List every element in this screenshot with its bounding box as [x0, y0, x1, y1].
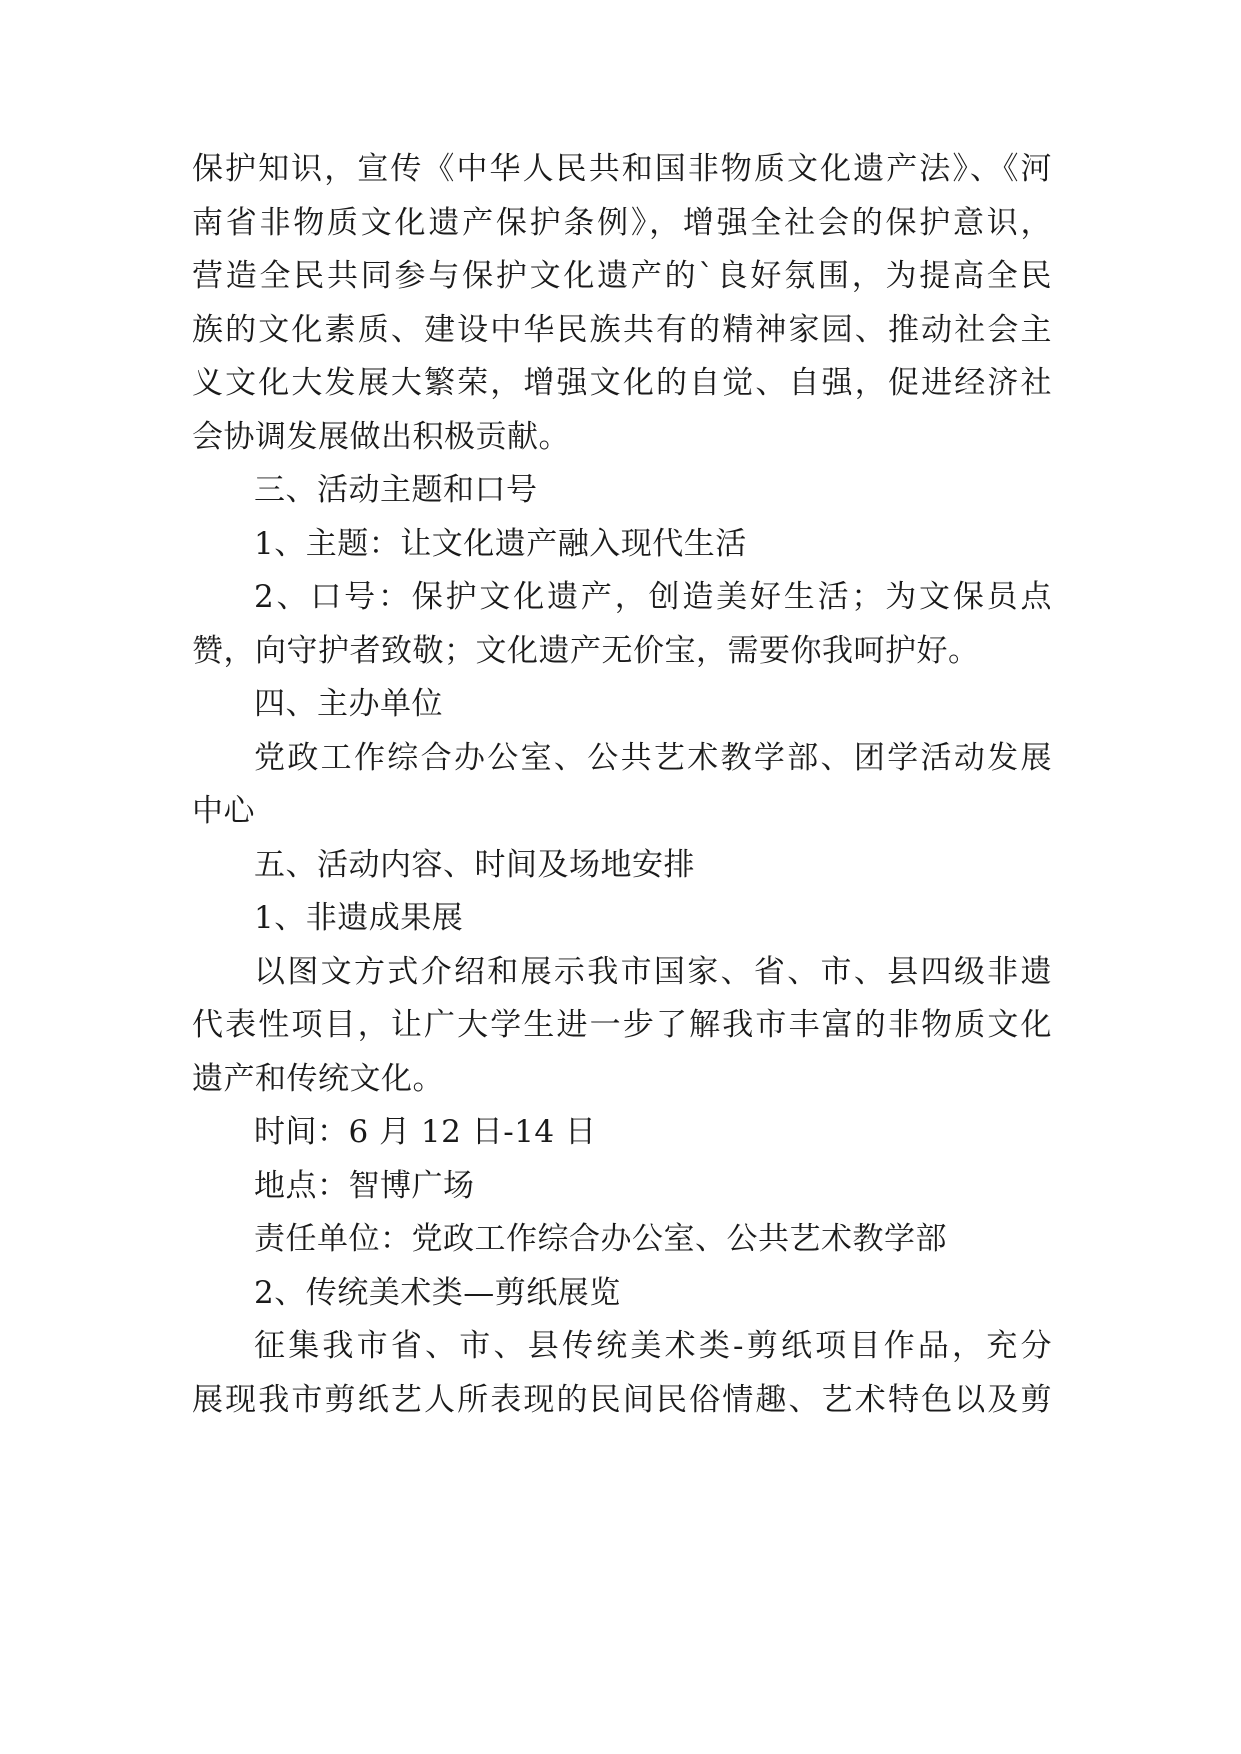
text-line: 南省非物质文化遗产保护条例》，增强全社会的保护意识，	[192, 204, 1052, 241]
text-line: 会协调发展做出积极贡献。	[192, 418, 570, 455]
text-line: 保护知识，宣传《中华人民共和国非物质文化遗产法》、《河	[192, 151, 1052, 187]
text-line: 责任单位：党政工作综合办公室、公共艺术教学部	[254, 1221, 947, 1257]
text-line: 党政工作综合办公室、公共艺术教学部、团学活动发展	[254, 739, 1052, 776]
text-line: 代表性项目，让广大学生进一步了解我市丰富的非物质文化	[192, 1007, 1052, 1043]
text-line: 四、主办单位	[254, 686, 443, 722]
text-line: 赞，向守护者致敬；文化遗产无价宝，需要你我呵护好。	[192, 632, 980, 669]
text-line: 2、口号：保护文化遗产，创造美好生活；为文保员点	[254, 579, 1052, 615]
text-line: 五、活动内容、时间及场地安排	[254, 846, 695, 883]
text-line: 2、传统美术类—剪纸展览	[254, 1274, 621, 1311]
text-line: 营造全民共同参与保护文化遗产的`良好氛围，为提高全民	[192, 258, 1052, 294]
text-line: 1、主题：让文化遗产融入现代生活	[254, 525, 747, 562]
text-line: 族的文化素质、建设中华民族共有的精神家园、推动社会主	[192, 311, 1052, 348]
text-line: 时间：6 月 12 日-14 日	[254, 1114, 597, 1150]
text-line: 三、活动主题和口号	[254, 472, 538, 508]
text-line: 展现我市剪纸艺人所表现的民间民俗情趣、艺术特色以及剪	[192, 1381, 1052, 1418]
text-line: 遗产和传统文化。	[192, 1060, 444, 1097]
text-line: 地点：智博广场	[254, 1167, 475, 1204]
text-line: 征集我市省、市、县传统美术类-剪纸项目作品，充分	[254, 1328, 1052, 1364]
text-line: 中心	[192, 793, 255, 829]
text-line: 1、非遗成果展	[254, 900, 464, 936]
text-line: 以图文方式介绍和展示我市国家、省、市、县四级非遗	[254, 953, 1052, 990]
text-line: 义文化大发展大繁荣，增强文化的自觉、自强，促进经济社	[192, 365, 1052, 401]
